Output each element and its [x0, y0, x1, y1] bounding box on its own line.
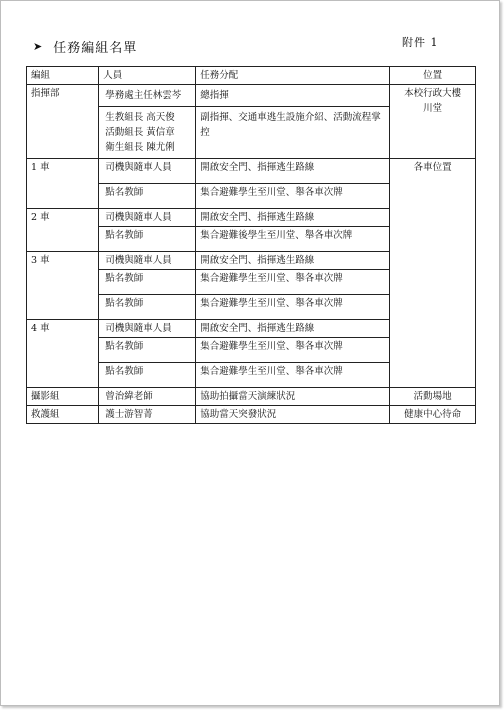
- staff-cell: 司機與隨車人員: [99, 209, 196, 227]
- table-row: [27, 388, 476, 406]
- header-staff: 人員: [99, 67, 196, 85]
- staff-cell: 點名教師: [99, 270, 196, 295]
- task-cell: 集合避難學生至川堂、舉各車次牌: [196, 270, 390, 295]
- staff-cell: [99, 107, 196, 159]
- staff-line: 衛生組長 陳尤俐: [105, 142, 175, 153]
- header-group: 編組: [27, 67, 99, 85]
- group-cell: 1 車: [27, 159, 99, 209]
- table-header-row: [27, 67, 476, 85]
- group-cell: 2 車: [27, 209, 99, 252]
- staff-cell: 點名教師: [99, 363, 196, 388]
- section-heading: [33, 37, 137, 56]
- annex-label: 附件 1: [402, 36, 439, 49]
- staff-cell: 學務處主任林雲芩: [99, 85, 196, 107]
- task-cell: 開啟安全門、指揮逃生路線: [196, 209, 390, 227]
- location-text: 本校行政大樓川堂: [404, 88, 462, 114]
- staff-cell: 護士游智菁: [99, 406, 196, 424]
- location-cell: 各車位置: [390, 159, 476, 388]
- header-task: 任務分配: [196, 67, 390, 85]
- group-cell: 指揮部: [27, 85, 99, 159]
- location-cell: 活動場地: [390, 388, 476, 406]
- staff-cell: 司機與隨車人員: [99, 159, 196, 184]
- task-cell: 集合避難學生至川堂、舉各車次牌: [196, 295, 390, 320]
- header-location: 位置: [390, 67, 476, 85]
- table-row: [27, 159, 476, 184]
- staff-cell: 司機與隨車人員: [99, 320, 196, 338]
- task-cell: 開啟安全門、指揮逃生路線: [196, 320, 390, 338]
- table-row: [27, 406, 476, 424]
- staff-line: 活動組長 黃信章: [105, 127, 175, 138]
- task-roster-table: [26, 66, 476, 424]
- group-cell: 4 車: [27, 320, 99, 388]
- task-cell: 副指揮、交通車逃生設施介紹、活動流程掌控: [196, 107, 390, 159]
- group-cell: 救護組: [27, 406, 99, 424]
- task-cell: 開啟安全門、指揮逃生路線: [196, 159, 390, 184]
- task-cell: 總指揮: [196, 85, 390, 107]
- task-cell: 集合避難學生至川堂、舉各車次牌: [196, 363, 390, 388]
- task-cell: 開啟安全門、指揮逃生路線: [196, 252, 390, 270]
- staff-cell: 曾治緯老師: [99, 388, 196, 406]
- location-cell: 健康中心待命: [390, 406, 476, 424]
- table-row: [27, 85, 476, 107]
- group-cell: 3 車: [27, 252, 99, 320]
- staff-cell: 點名教師: [99, 295, 196, 320]
- task-cell: 協助當天突發狀況: [196, 406, 390, 424]
- task-cell: 協助拍攝當天演練狀況: [196, 388, 390, 406]
- location-cell: [390, 85, 476, 159]
- staff-cell: 司機與隨車人員: [99, 252, 196, 270]
- group-cell: 攝影組: [27, 388, 99, 406]
- task-cell: 集合避難學生至川堂、舉各車次牌: [196, 184, 390, 209]
- staff-cell: 點名教師: [99, 227, 196, 252]
- section-title: 任務編組名單: [53, 41, 138, 56]
- arrow-bullet-icon: ➤: [33, 40, 44, 53]
- task-cell: 集合避難學生至川堂、舉各車次牌: [196, 338, 390, 363]
- staff-line: 生教組長 高天俊: [105, 112, 175, 123]
- staff-cell: 點名教師: [99, 338, 196, 363]
- staff-cell: 點名教師: [99, 184, 196, 209]
- task-cell: 集合避難後學生至川堂、舉各車次牌: [196, 227, 390, 252]
